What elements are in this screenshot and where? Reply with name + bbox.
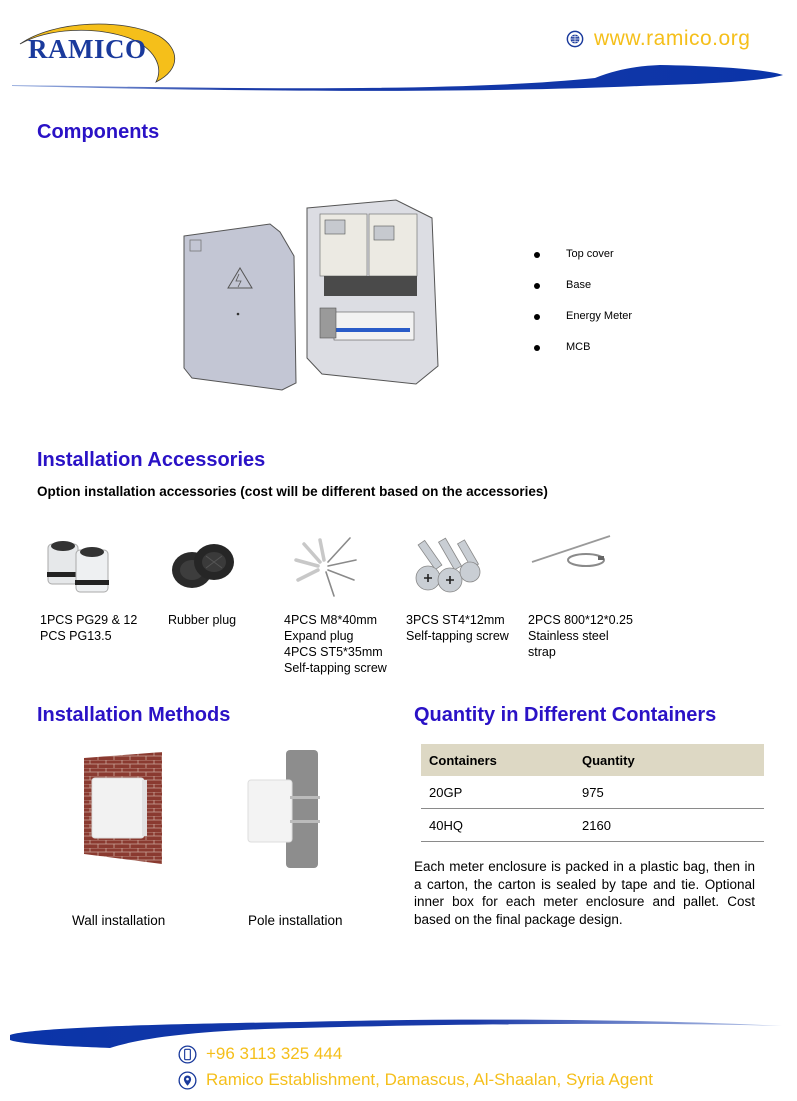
quantity-heading: Quantity in Different Containers (414, 704, 717, 726)
accessory-label-line: strap (528, 645, 556, 659)
component-label: Base (566, 278, 592, 291)
accessory-item (284, 530, 414, 676)
bullet-icon (534, 283, 540, 289)
globe-icon (566, 30, 584, 48)
component-label: Top cover (566, 247, 614, 260)
component-item (534, 242, 632, 273)
expand-plug-icon (284, 530, 374, 602)
column-header: Containers (421, 744, 574, 776)
components-list (534, 242, 632, 366)
table-row (421, 809, 764, 842)
accessory-label-line: Rubber plug (168, 613, 237, 627)
accessory-label-line: Self-tapping screw (406, 629, 509, 643)
table-row (421, 776, 764, 809)
phone-number: +96 3113 325 444 (206, 1044, 343, 1063)
packing-note: Each meter enclosure is packed in a plastic bag, then in a carton, the carton is sealed by tape and tie. Optional inner box for each meter enclosure and pallet. Cost based on the final package design. (414, 859, 755, 927)
website-url: www.ramico.org (594, 27, 751, 50)
footer-swoosh (0, 1010, 797, 1050)
accessory-label-line: 3PCS ST4*12mm (406, 613, 505, 627)
accessory-item (168, 530, 298, 628)
address-text: Ramico Establishment, Damascus, Al-Shaalan, Syria Agent (206, 1070, 653, 1089)
footer-address (178, 1070, 653, 1090)
logo-text: RAMICO (28, 34, 147, 64)
components-heading: Components (37, 121, 160, 143)
header-swoosh (0, 60, 797, 100)
accessory-label-line: Expand plug (284, 629, 354, 643)
table-header-row (421, 744, 764, 776)
wall-mount-icon (82, 752, 168, 866)
accessories-subtitle: Option installation accessories (cost will be different based on the accessories) (37, 484, 548, 499)
accessory-label-line: 1PCS PG29 & 12 (40, 613, 138, 627)
meter-enclosure-image (170, 188, 450, 398)
accessories-heading: Installation Accessories (37, 449, 266, 471)
accessory-label-line: 4PCS ST5*35mm (284, 645, 383, 659)
container-cell: 20GP (421, 776, 574, 809)
accessory-item (40, 530, 170, 644)
accessory-label-line: Stainless steel (528, 629, 609, 643)
component-label: Energy Meter (566, 309, 633, 322)
accessory-label-line: 4PCS M8*40mm (284, 613, 378, 627)
accessory-item (528, 530, 658, 660)
method-label: Wall installation (72, 913, 166, 928)
component-item (534, 273, 632, 304)
bullet-icon (534, 252, 540, 258)
quantity-cell: 975 (574, 776, 764, 809)
accessory-label-line: PCS PG13.5 (40, 629, 112, 643)
accessory-label-line: 2PCS 800*12*0.25 (528, 613, 633, 627)
accessory-item (406, 530, 536, 644)
footer-phone[interactable] (178, 1044, 342, 1064)
mobile-phone-icon (178, 1045, 197, 1064)
website-link[interactable] (566, 27, 750, 51)
screw-icon (406, 530, 496, 602)
component-item (534, 335, 632, 366)
quantity-table (421, 744, 764, 842)
component-item (534, 304, 632, 335)
cable-gland-icon (40, 530, 130, 602)
pole-mount-icon (246, 750, 326, 868)
accessory-label-line: Self-tapping screw (284, 661, 387, 675)
steel-strap-icon (528, 530, 618, 602)
quantity-cell: 2160 (574, 809, 764, 842)
bullet-icon (534, 314, 540, 320)
rubber-plug-icon (168, 530, 258, 602)
column-header: Quantity (574, 744, 764, 776)
bullet-icon (534, 345, 540, 351)
methods-heading: Installation Methods (37, 704, 231, 726)
location-pin-icon (178, 1071, 197, 1090)
container-cell: 40HQ (421, 809, 574, 842)
component-label: MCB (566, 340, 591, 353)
method-label: Pole installation (248, 913, 343, 928)
